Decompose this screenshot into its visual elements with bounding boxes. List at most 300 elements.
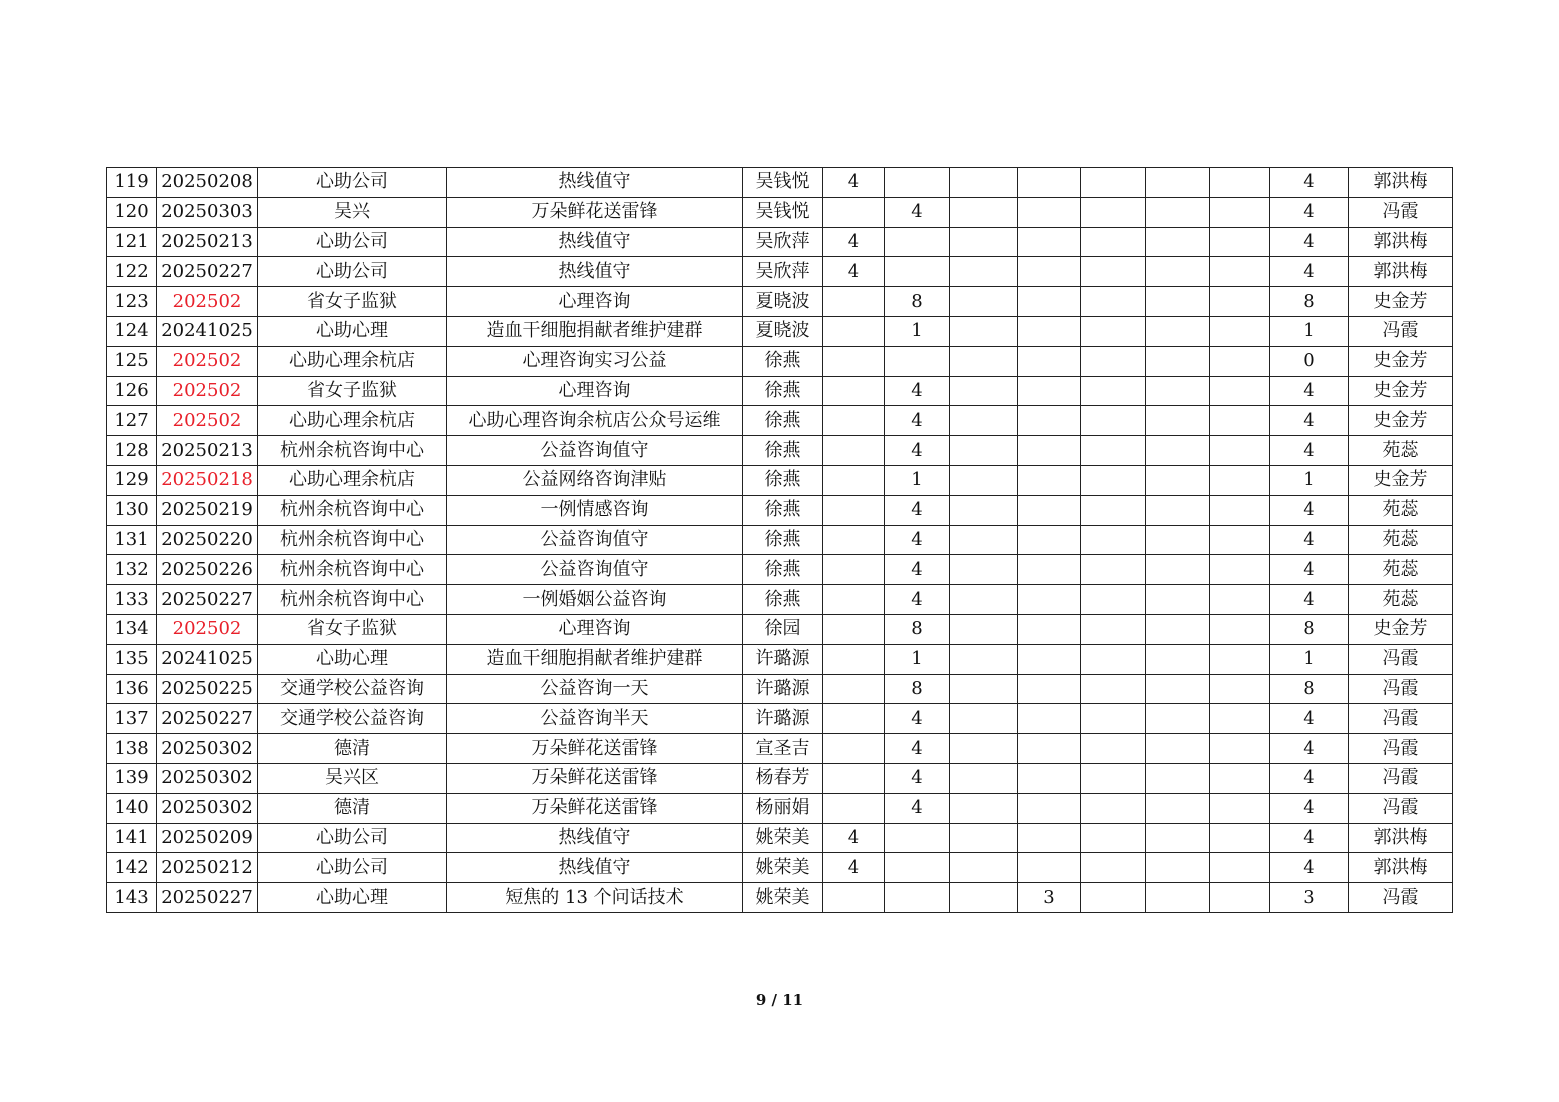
organization-cell: 心助心理 bbox=[258, 644, 447, 674]
row-number-cell: 140 bbox=[107, 793, 157, 823]
date-cell: 202502 bbox=[157, 287, 258, 317]
table-row bbox=[107, 614, 1453, 644]
hours-col-4-cell bbox=[1018, 525, 1081, 555]
hours-col-4-cell bbox=[1018, 793, 1081, 823]
reviewer-cell: 冯霞 bbox=[1349, 197, 1453, 227]
row-number-cell: 138 bbox=[107, 734, 157, 764]
hours-col-7-cell bbox=[1210, 704, 1270, 734]
hours-col-3-cell bbox=[950, 525, 1018, 555]
hours-col-1-cell bbox=[823, 734, 885, 764]
hours-col-2-cell: 4 bbox=[885, 406, 950, 436]
total-hours-cell: 1 bbox=[1270, 465, 1349, 495]
hours-col-5-cell bbox=[1081, 883, 1146, 913]
hours-col-7-cell bbox=[1210, 436, 1270, 466]
activity-cell: 万朵鲜花送雷锋 bbox=[447, 763, 743, 793]
hours-col-7-cell bbox=[1210, 495, 1270, 525]
date-cell: 20241025 bbox=[157, 316, 258, 346]
hours-col-2-cell: 1 bbox=[885, 644, 950, 674]
date-cell: 202502 bbox=[157, 376, 258, 406]
hours-col-7-cell bbox=[1210, 793, 1270, 823]
hours-col-3-cell bbox=[950, 168, 1018, 198]
total-hours-cell: 4 bbox=[1270, 197, 1349, 227]
hours-col-1-cell bbox=[823, 495, 885, 525]
hours-col-6-cell bbox=[1146, 495, 1210, 525]
hours-col-3-cell bbox=[950, 287, 1018, 317]
hours-col-3-cell bbox=[950, 704, 1018, 734]
hours-col-2-cell: 4 bbox=[885, 555, 950, 585]
hours-col-5-cell bbox=[1081, 436, 1146, 466]
hours-col-6-cell bbox=[1146, 585, 1210, 615]
hours-col-3-cell bbox=[950, 346, 1018, 376]
row-number-cell: 143 bbox=[107, 883, 157, 913]
volunteer-name-cell: 姚荣美 bbox=[743, 883, 823, 913]
hours-col-2-cell bbox=[885, 257, 950, 287]
hours-col-3-cell bbox=[950, 823, 1018, 853]
table-row bbox=[107, 346, 1453, 376]
volunteer-name-cell: 杨春芳 bbox=[743, 763, 823, 793]
row-number-cell: 141 bbox=[107, 823, 157, 853]
hours-col-7-cell bbox=[1210, 763, 1270, 793]
organization-cell: 交通学校公益咨询 bbox=[258, 674, 447, 704]
date-cell: 20250227 bbox=[157, 883, 258, 913]
hours-col-7-cell bbox=[1210, 257, 1270, 287]
hours-col-5-cell bbox=[1081, 406, 1146, 436]
volunteer-name-cell: 夏晓波 bbox=[743, 287, 823, 317]
activity-cell: 一例情感咨询 bbox=[447, 495, 743, 525]
hours-col-3-cell bbox=[950, 376, 1018, 406]
hours-col-2-cell: 1 bbox=[885, 465, 950, 495]
hours-col-6-cell bbox=[1146, 287, 1210, 317]
hours-col-7-cell bbox=[1210, 734, 1270, 764]
hours-col-4-cell bbox=[1018, 644, 1081, 674]
hours-col-3-cell bbox=[950, 465, 1018, 495]
reviewer-cell: 郭洪梅 bbox=[1349, 227, 1453, 257]
hours-col-6-cell bbox=[1146, 555, 1210, 585]
activity-cell: 热线值守 bbox=[447, 257, 743, 287]
reviewer-cell: 冯霞 bbox=[1349, 674, 1453, 704]
hours-col-3-cell bbox=[950, 883, 1018, 913]
activity-cell: 公益网络咨询津贴 bbox=[447, 465, 743, 495]
hours-col-4-cell bbox=[1018, 495, 1081, 525]
activity-cell: 短焦的 13 个问话技术 bbox=[447, 883, 743, 913]
date-cell: 20250227 bbox=[157, 704, 258, 734]
row-number-cell: 136 bbox=[107, 674, 157, 704]
organization-cell: 杭州余杭咨询中心 bbox=[258, 495, 447, 525]
table-row bbox=[107, 257, 1453, 287]
hours-col-1-cell: 4 bbox=[823, 257, 885, 287]
volunteer-name-cell: 许璐源 bbox=[743, 674, 823, 704]
hours-col-5-cell bbox=[1081, 644, 1146, 674]
hours-col-2-cell: 4 bbox=[885, 197, 950, 227]
hours-col-4-cell bbox=[1018, 555, 1081, 585]
hours-col-1-cell bbox=[823, 793, 885, 823]
table-body bbox=[107, 168, 1453, 913]
row-number-cell: 130 bbox=[107, 495, 157, 525]
hours-col-6-cell bbox=[1146, 376, 1210, 406]
volunteer-name-cell: 徐燕 bbox=[743, 525, 823, 555]
hours-col-3-cell bbox=[950, 614, 1018, 644]
hours-col-6-cell bbox=[1146, 525, 1210, 555]
hours-col-6-cell bbox=[1146, 465, 1210, 495]
volunteer-name-cell: 徐燕 bbox=[743, 585, 823, 615]
hours-col-4-cell bbox=[1018, 823, 1081, 853]
table-row bbox=[107, 763, 1453, 793]
hours-col-3-cell bbox=[950, 674, 1018, 704]
activity-cell: 公益咨询半天 bbox=[447, 704, 743, 734]
volunteer-name-cell: 徐燕 bbox=[743, 346, 823, 376]
row-number-cell: 128 bbox=[107, 436, 157, 466]
table-row bbox=[107, 555, 1453, 585]
total-hours-cell: 4 bbox=[1270, 436, 1349, 466]
date-cell: 20250227 bbox=[157, 257, 258, 287]
organization-cell: 吴兴区 bbox=[258, 763, 447, 793]
total-hours-cell: 8 bbox=[1270, 674, 1349, 704]
hours-col-5-cell bbox=[1081, 495, 1146, 525]
hours-col-5-cell bbox=[1081, 525, 1146, 555]
hours-col-7-cell bbox=[1210, 168, 1270, 198]
reviewer-cell: 史金芳 bbox=[1349, 406, 1453, 436]
volunteer-hours-table bbox=[106, 167, 1453, 913]
hours-col-1-cell bbox=[823, 704, 885, 734]
activity-cell: 公益咨询值守 bbox=[447, 525, 743, 555]
table-row bbox=[107, 406, 1453, 436]
hours-col-6-cell bbox=[1146, 168, 1210, 198]
date-cell: 20250220 bbox=[157, 525, 258, 555]
total-hours-cell: 4 bbox=[1270, 793, 1349, 823]
organization-cell: 杭州余杭咨询中心 bbox=[258, 585, 447, 615]
activity-cell: 心助心理咨询余杭店公众号运维 bbox=[447, 406, 743, 436]
hours-col-6-cell bbox=[1146, 614, 1210, 644]
hours-col-4-cell bbox=[1018, 734, 1081, 764]
reviewer-cell: 郭洪梅 bbox=[1349, 168, 1453, 198]
hours-col-1-cell bbox=[823, 346, 885, 376]
hours-col-5-cell bbox=[1081, 316, 1146, 346]
table-row bbox=[107, 883, 1453, 913]
hours-col-6-cell bbox=[1146, 793, 1210, 823]
date-cell: 20250303 bbox=[157, 197, 258, 227]
hours-col-2-cell: 4 bbox=[885, 436, 950, 466]
activity-cell: 公益咨询值守 bbox=[447, 555, 743, 585]
hours-col-1-cell bbox=[823, 316, 885, 346]
organization-cell: 心助公司 bbox=[258, 257, 447, 287]
hours-col-2-cell bbox=[885, 883, 950, 913]
date-cell: 20250225 bbox=[157, 674, 258, 704]
hours-col-5-cell bbox=[1081, 346, 1146, 376]
hours-col-4-cell bbox=[1018, 763, 1081, 793]
organization-cell: 德清 bbox=[258, 793, 447, 823]
hours-col-6-cell bbox=[1146, 406, 1210, 436]
activity-cell: 公益咨询值守 bbox=[447, 436, 743, 466]
volunteer-name-cell: 姚荣美 bbox=[743, 823, 823, 853]
volunteer-name-cell: 吴欣萍 bbox=[743, 257, 823, 287]
hours-col-5-cell bbox=[1081, 674, 1146, 704]
row-number-cell: 126 bbox=[107, 376, 157, 406]
reviewer-cell: 郭洪梅 bbox=[1349, 823, 1453, 853]
reviewer-cell: 苑蕊 bbox=[1349, 495, 1453, 525]
hours-col-2-cell bbox=[885, 346, 950, 376]
hours-col-6-cell bbox=[1146, 853, 1210, 883]
hours-col-2-cell bbox=[885, 168, 950, 198]
total-hours-cell: 4 bbox=[1270, 763, 1349, 793]
reviewer-cell: 苑蕊 bbox=[1349, 436, 1453, 466]
hours-col-3-cell bbox=[950, 555, 1018, 585]
row-number-cell: 127 bbox=[107, 406, 157, 436]
activity-cell: 心理咨询 bbox=[447, 287, 743, 317]
hours-col-4-cell bbox=[1018, 406, 1081, 436]
hours-col-1-cell bbox=[823, 644, 885, 674]
hours-col-2-cell bbox=[885, 853, 950, 883]
table-row bbox=[107, 734, 1453, 764]
hours-col-4-cell bbox=[1018, 585, 1081, 615]
organization-cell: 心助公司 bbox=[258, 168, 447, 198]
reviewer-cell: 苑蕊 bbox=[1349, 555, 1453, 585]
hours-col-2-cell: 4 bbox=[885, 495, 950, 525]
volunteer-name-cell: 吴钱悦 bbox=[743, 168, 823, 198]
hours-col-3-cell bbox=[950, 197, 1018, 227]
hours-col-6-cell bbox=[1146, 227, 1210, 257]
organization-cell: 心助心理余杭店 bbox=[258, 346, 447, 376]
hours-col-2-cell: 1 bbox=[885, 316, 950, 346]
date-cell: 20250208 bbox=[157, 168, 258, 198]
hours-col-1-cell bbox=[823, 287, 885, 317]
hours-col-1-cell bbox=[823, 525, 885, 555]
activity-cell: 公益咨询一天 bbox=[447, 674, 743, 704]
total-hours-cell: 4 bbox=[1270, 853, 1349, 883]
hours-col-6-cell bbox=[1146, 763, 1210, 793]
organization-cell: 心助心理余杭店 bbox=[258, 406, 447, 436]
hours-col-7-cell bbox=[1210, 883, 1270, 913]
organization-cell: 心助公司 bbox=[258, 853, 447, 883]
reviewer-cell: 冯霞 bbox=[1349, 734, 1453, 764]
activity-cell: 造血干细胞捐献者维护建群 bbox=[447, 316, 743, 346]
hours-col-1-cell bbox=[823, 465, 885, 495]
organization-cell: 省女子监狱 bbox=[258, 614, 447, 644]
reviewer-cell: 史金芳 bbox=[1349, 376, 1453, 406]
hours-col-1-cell bbox=[823, 555, 885, 585]
total-hours-cell: 4 bbox=[1270, 168, 1349, 198]
table-row bbox=[107, 793, 1453, 823]
total-hours-cell: 4 bbox=[1270, 734, 1349, 764]
reviewer-cell: 郭洪梅 bbox=[1349, 853, 1453, 883]
date-cell: 20250213 bbox=[157, 227, 258, 257]
hours-col-7-cell bbox=[1210, 525, 1270, 555]
date-cell: 20250302 bbox=[157, 793, 258, 823]
hours-col-7-cell bbox=[1210, 406, 1270, 436]
hours-col-6-cell bbox=[1146, 644, 1210, 674]
date-cell: 202502 bbox=[157, 406, 258, 436]
volunteer-name-cell: 徐燕 bbox=[743, 436, 823, 466]
table-row bbox=[107, 465, 1453, 495]
hours-col-4-cell bbox=[1018, 436, 1081, 466]
total-hours-cell: 4 bbox=[1270, 525, 1349, 555]
hours-col-2-cell: 8 bbox=[885, 674, 950, 704]
hours-col-3-cell bbox=[950, 853, 1018, 883]
hours-col-4-cell bbox=[1018, 465, 1081, 495]
row-number-cell: 142 bbox=[107, 853, 157, 883]
hours-col-7-cell bbox=[1210, 853, 1270, 883]
hours-col-1-cell: 4 bbox=[823, 227, 885, 257]
hours-col-5-cell bbox=[1081, 197, 1146, 227]
hours-col-1-cell: 4 bbox=[823, 168, 885, 198]
hours-col-2-cell: 4 bbox=[885, 376, 950, 406]
reviewer-cell: 史金芳 bbox=[1349, 465, 1453, 495]
hours-col-2-cell: 4 bbox=[885, 525, 950, 555]
hours-col-5-cell bbox=[1081, 287, 1146, 317]
table-row bbox=[107, 168, 1453, 198]
activity-cell: 一例婚姻公益咨询 bbox=[447, 585, 743, 615]
activity-cell: 热线值守 bbox=[447, 168, 743, 198]
hours-col-4-cell bbox=[1018, 376, 1081, 406]
hours-col-7-cell bbox=[1210, 227, 1270, 257]
hours-col-1-cell: 4 bbox=[823, 853, 885, 883]
reviewer-cell: 冯霞 bbox=[1349, 644, 1453, 674]
row-number-cell: 133 bbox=[107, 585, 157, 615]
hours-col-3-cell bbox=[950, 316, 1018, 346]
hours-col-1-cell bbox=[823, 614, 885, 644]
hours-col-2-cell: 4 bbox=[885, 734, 950, 764]
row-number-cell: 134 bbox=[107, 614, 157, 644]
total-hours-cell: 1 bbox=[1270, 316, 1349, 346]
organization-cell: 杭州余杭咨询中心 bbox=[258, 525, 447, 555]
hours-col-4-cell bbox=[1018, 197, 1081, 227]
volunteer-name-cell: 徐燕 bbox=[743, 495, 823, 525]
hours-col-5-cell bbox=[1081, 734, 1146, 764]
total-hours-cell: 4 bbox=[1270, 823, 1349, 853]
table-row bbox=[107, 287, 1453, 317]
organization-cell: 杭州余杭咨询中心 bbox=[258, 555, 447, 585]
total-hours-cell: 1 bbox=[1270, 644, 1349, 674]
hours-col-5-cell bbox=[1081, 793, 1146, 823]
hours-col-1-cell: 4 bbox=[823, 823, 885, 853]
activity-cell: 万朵鲜花送雷锋 bbox=[447, 197, 743, 227]
date-cell: 20250219 bbox=[157, 495, 258, 525]
hours-col-4-cell bbox=[1018, 257, 1081, 287]
hours-col-4-cell bbox=[1018, 316, 1081, 346]
row-number-cell: 137 bbox=[107, 704, 157, 734]
row-number-cell: 120 bbox=[107, 197, 157, 227]
hours-col-4-cell bbox=[1018, 674, 1081, 704]
hours-col-3-cell bbox=[950, 585, 1018, 615]
table-row bbox=[107, 674, 1453, 704]
date-cell: 20250302 bbox=[157, 763, 258, 793]
row-number-cell: 122 bbox=[107, 257, 157, 287]
hours-col-5-cell bbox=[1081, 614, 1146, 644]
hours-col-1-cell bbox=[823, 406, 885, 436]
reviewer-cell: 冯霞 bbox=[1349, 763, 1453, 793]
volunteer-name-cell: 徐燕 bbox=[743, 465, 823, 495]
table-row bbox=[107, 197, 1453, 227]
hours-col-1-cell bbox=[823, 436, 885, 466]
hours-col-6-cell bbox=[1146, 674, 1210, 704]
row-number-cell: 132 bbox=[107, 555, 157, 585]
row-number-cell: 125 bbox=[107, 346, 157, 376]
activity-cell: 热线值守 bbox=[447, 853, 743, 883]
hours-col-6-cell bbox=[1146, 704, 1210, 734]
hours-col-1-cell bbox=[823, 763, 885, 793]
reviewer-cell: 冯霞 bbox=[1349, 883, 1453, 913]
date-cell: 20250218 bbox=[157, 465, 258, 495]
date-cell: 20241025 bbox=[157, 644, 258, 674]
hours-col-2-cell: 4 bbox=[885, 704, 950, 734]
table-row bbox=[107, 704, 1453, 734]
organization-cell: 心助心理 bbox=[258, 883, 447, 913]
volunteer-name-cell: 姚荣美 bbox=[743, 853, 823, 883]
hours-col-4-cell: 3 bbox=[1018, 883, 1081, 913]
row-number-cell: 121 bbox=[107, 227, 157, 257]
organization-cell: 心助公司 bbox=[258, 227, 447, 257]
row-number-cell: 129 bbox=[107, 465, 157, 495]
date-cell: 20250227 bbox=[157, 585, 258, 615]
table-row bbox=[107, 644, 1453, 674]
hours-col-3-cell bbox=[950, 763, 1018, 793]
hours-col-2-cell: 4 bbox=[885, 763, 950, 793]
organization-cell: 省女子监狱 bbox=[258, 376, 447, 406]
date-cell: 20250302 bbox=[157, 734, 258, 764]
hours-col-5-cell bbox=[1081, 465, 1146, 495]
hours-col-2-cell bbox=[885, 227, 950, 257]
volunteer-name-cell: 夏晓波 bbox=[743, 316, 823, 346]
volunteer-name-cell: 吴钱悦 bbox=[743, 197, 823, 227]
hours-col-5-cell bbox=[1081, 763, 1146, 793]
total-hours-cell: 3 bbox=[1270, 883, 1349, 913]
table-row bbox=[107, 823, 1453, 853]
date-cell: 202502 bbox=[157, 614, 258, 644]
total-hours-cell: 4 bbox=[1270, 257, 1349, 287]
hours-col-5-cell bbox=[1081, 585, 1146, 615]
volunteer-name-cell: 徐燕 bbox=[743, 376, 823, 406]
hours-col-4-cell bbox=[1018, 287, 1081, 317]
date-cell: 20250226 bbox=[157, 555, 258, 585]
hours-col-3-cell bbox=[950, 734, 1018, 764]
hours-col-5-cell bbox=[1081, 257, 1146, 287]
table-row bbox=[107, 227, 1453, 257]
hours-col-3-cell bbox=[950, 644, 1018, 674]
hours-col-3-cell bbox=[950, 406, 1018, 436]
page-number: 9 / 11 bbox=[755, 991, 804, 1009]
hours-col-4-cell bbox=[1018, 704, 1081, 734]
hours-col-1-cell bbox=[823, 197, 885, 227]
hours-col-7-cell bbox=[1210, 674, 1270, 704]
hours-col-4-cell bbox=[1018, 227, 1081, 257]
reviewer-cell: 冯霞 bbox=[1349, 704, 1453, 734]
hours-col-2-cell: 8 bbox=[885, 614, 950, 644]
hours-col-7-cell bbox=[1210, 585, 1270, 615]
hours-col-7-cell bbox=[1210, 823, 1270, 853]
date-cell: 20250212 bbox=[157, 853, 258, 883]
table-row bbox=[107, 495, 1453, 525]
row-number-cell: 123 bbox=[107, 287, 157, 317]
table-row bbox=[107, 316, 1453, 346]
hours-col-5-cell bbox=[1081, 168, 1146, 198]
hours-col-5-cell bbox=[1081, 853, 1146, 883]
hours-col-7-cell bbox=[1210, 465, 1270, 495]
hours-col-5-cell bbox=[1081, 227, 1146, 257]
activity-cell: 热线值守 bbox=[447, 227, 743, 257]
hours-col-1-cell bbox=[823, 376, 885, 406]
activity-cell: 热线值守 bbox=[447, 823, 743, 853]
total-hours-cell: 0 bbox=[1270, 346, 1349, 376]
hours-col-1-cell bbox=[823, 585, 885, 615]
organization-cell: 德清 bbox=[258, 734, 447, 764]
hours-col-3-cell bbox=[950, 257, 1018, 287]
reviewer-cell: 史金芳 bbox=[1349, 614, 1453, 644]
hours-col-2-cell: 4 bbox=[885, 585, 950, 615]
hours-col-2-cell: 4 bbox=[885, 793, 950, 823]
volunteer-name-cell: 杨丽娟 bbox=[743, 793, 823, 823]
hours-col-7-cell bbox=[1210, 346, 1270, 376]
volunteer-name-cell: 徐燕 bbox=[743, 406, 823, 436]
total-hours-cell: 4 bbox=[1270, 585, 1349, 615]
